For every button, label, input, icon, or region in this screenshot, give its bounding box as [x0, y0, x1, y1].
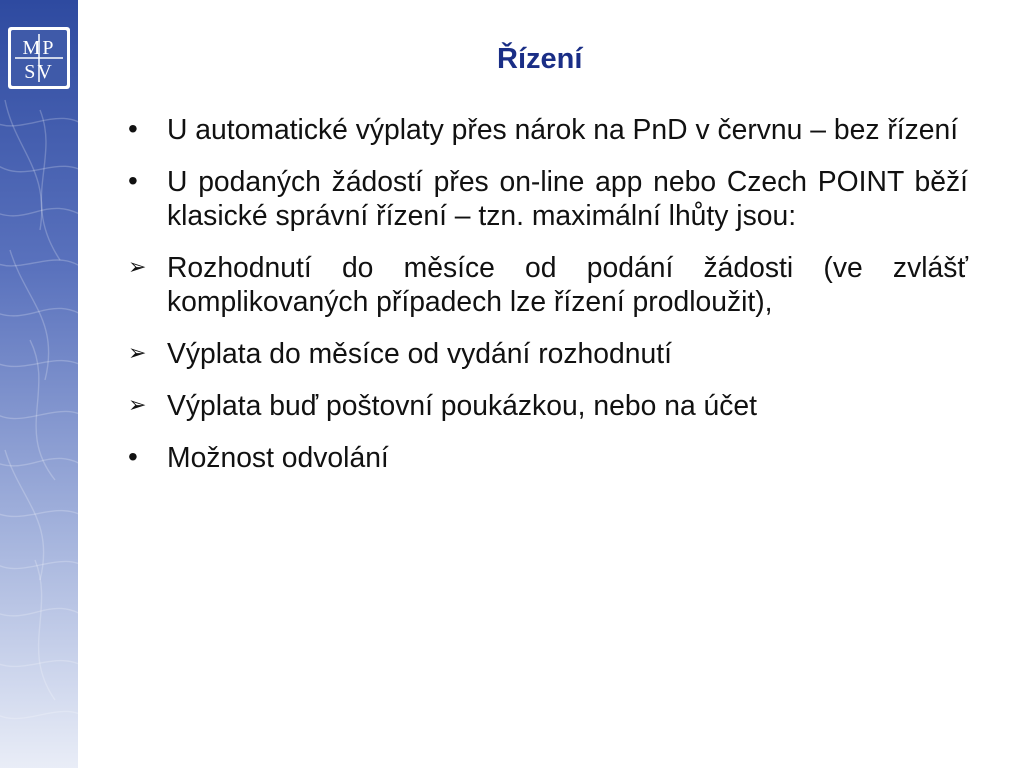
bullet-dot-icon: •: [128, 113, 138, 144]
bullet-list-item: [128, 112, 968, 146]
list-item-text: Rozhodnutí do měsíce od podání žádosti (ve zvlášť komplikovaných případech lze řízení prodloužit),: [167, 251, 968, 317]
list-item-text: Výplata do měsíce od vydání rozhodnutí: [167, 337, 672, 369]
bullet-list-item: [128, 164, 968, 232]
arrow-bullet-icon: ➢: [128, 254, 147, 279]
decorative-side-band: [0, 0, 78, 768]
list-item-text: U automatické výplaty přes nárok na PnD v červnu – bez řízení: [167, 113, 959, 145]
bullet-dot-icon: •: [128, 441, 138, 472]
mpsv-logo: [8, 27, 70, 89]
list-item-text: U podaných žádostí přes on-line app nebo Czech POINT běží klasické správní řízení – tzn. maximální lhůty jsou:: [167, 165, 968, 231]
list-item-text: Výplata buď poštovní poukázkou, nebo na účet: [167, 389, 758, 421]
svg-text:SV: SV: [24, 61, 54, 83]
arrow-bullet-icon: ➢: [128, 392, 147, 417]
bullet-dot-icon: •: [128, 165, 138, 196]
bullet-list-item: [128, 440, 968, 474]
arrow-list-item: [128, 336, 968, 370]
arrow-list-item: [128, 388, 968, 422]
svg-text:MP: MP: [22, 37, 56, 59]
logo-lettering: [11, 30, 67, 86]
arrow-list-item: [128, 250, 968, 318]
arrow-bullet-icon: ➢: [128, 340, 147, 365]
slide-title-text: Řízení: [497, 43, 583, 75]
content-list: [128, 112, 968, 492]
slide-title: [440, 43, 740, 76]
band-pattern-graphic: [0, 0, 78, 768]
list-item-text: Možnost odvolání: [167, 441, 389, 473]
